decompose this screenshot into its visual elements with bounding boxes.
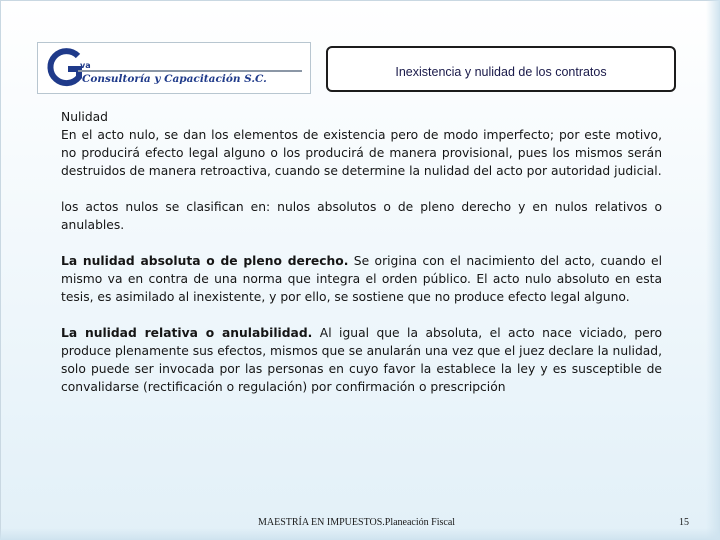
footer-text: MAESTRÍA EN IMPUESTOS.Planeación Fiscal — [258, 517, 456, 528]
relative-nullity-term: La nulidad relativa o anulabilidad. — [61, 326, 313, 340]
slide-bottom-edge — [0, 528, 720, 540]
absolute-nullity-term: La nulidad absoluta o de pleno derecho. — [61, 254, 349, 268]
section-heading: Nulidad — [61, 110, 108, 124]
paragraph-classification: los actos nulos se clasifican en: nulos absolutos o de pleno derecho y en nulos relativos o anulables. — [61, 200, 662, 232]
company-logo — [37, 42, 311, 94]
page-number: 15 — [679, 517, 689, 528]
logo-company-name: Consultoría y Capacitación S.C. — [82, 73, 267, 85]
logo-divider-line — [78, 70, 302, 72]
paragraph-absolute-nullity — [61, 252, 662, 306]
slide-content — [61, 108, 662, 414]
slide-title: Inexistencia y nulidad de los contratos — [395, 65, 607, 79]
slide-title-box — [326, 46, 676, 92]
absolute-nullity-text: Se origina con el nacimiento del acto, cuando el mismo va en contra de una norma que integra el orden público. El acto nulo absoluto en esta tesis, es asimilado al inexistente, y por ello, se sostiene que no produce efecto legal alguno. — [61, 254, 662, 304]
paragraph-relative-nullity — [61, 324, 662, 396]
slide-right-edge — [706, 0, 720, 540]
paragraph-intro: En el acto nulo, se dan los elementos de existencia pero de modo imperfecto; por este motivo, no producirá efecto legal alguno o los producirá de manera provisional, pues los mismos serán destruidos de manera retroactiva, cuando se determine la nulidad del acto por autoridad judicial. — [61, 128, 662, 178]
logo-va-mark: va — [80, 61, 91, 70]
relative-nullity-text: Al igual que la absoluta, el acto nace viciado, pero produce plenamente sus efectos, mismos que se anularán una vez que el juez declare la nulidad, solo puede ser invocada por las personas en cuyo favor la establece la ley y es susceptible de convalidarse (rectificación o regulación) por confirmación o prescripción — [61, 326, 662, 394]
